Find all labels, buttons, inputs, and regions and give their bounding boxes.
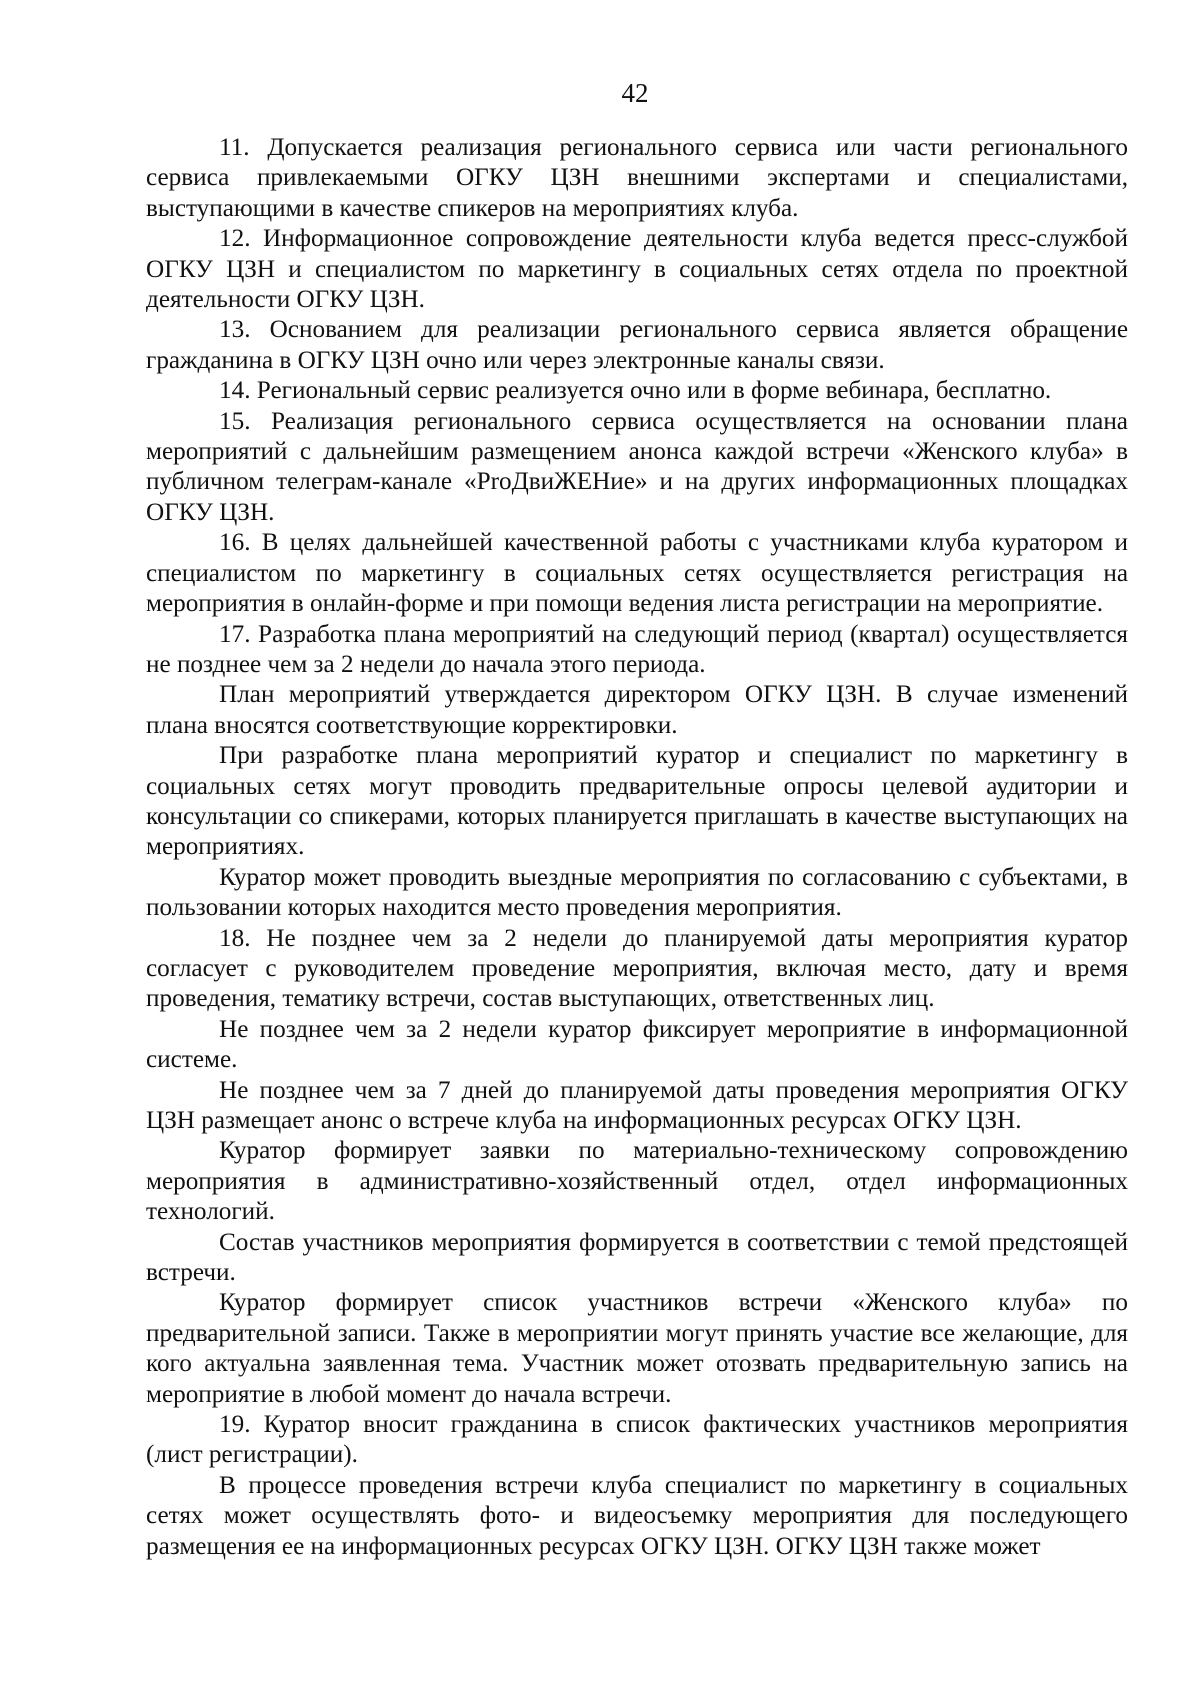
paragraph-16: 16. В целях дальнейшей качественной работы с участниками клуба куратором и специалистом по маркетингу в социальных сетях осуществляется регистрация на мероприятия в онлайн-форме и при помощи ведения листа регистрации на мероприятие.: [146, 529, 1128, 618]
paragraph-18-participants: Состав участников мероприятия формируется в соответствии с темой предстоящей встречи.: [146, 1228, 1128, 1287]
paragraph-17-plan-approval: План мероприятий утверждается директором ОГКУ ЦЗН. В случае изменений плана вносятся соответствующие корректировки.: [146, 681, 1128, 739]
paragraph-15: 15. Реализация регионального сервиса осуществляется на основании плана мероприятий с дальнейшим размещением анонса каждой встречи «Женского клуба» в публичном телеграм-канале «ProДвиЖЕНие» и на других информационных площадках ОГКУ ЦЗН.: [146, 407, 1128, 526]
document-body: [146, 133, 1128, 1562]
paragraph-18-participant-list: Куратор формирует список участников встречи «Женского клуба» по предварительной записи. Также в мероприятии могут принять участие все желающие, для кого актуальна заявленная тема. Участник может отозвать предварительную запись на мероприятие в любой момент до начала встречи.: [146, 1289, 1128, 1408]
paragraph-19: 19. Куратор вносит гражданина в список фактических участников мероприятия (лист регистрации).: [146, 1411, 1128, 1469]
paragraph-19-media: В процессе проведения встречи клуба специалист по маркетингу в социальных сетях может осуществлять фото- и видеосъемку мероприятия для последующего размещения ее на информационных ресурсах ОГКУ ЦЗН. ОГКУ ЦЗН также может: [146, 1471, 1128, 1560]
paragraph-12: 12. Информационное сопровождение деятельности клуба ведется пресс-службой ОГКУ ЦЗН и специалистом по маркетингу в социальных сетях отдела по проектной деятельности ОГКУ ЦЗН.: [146, 225, 1128, 314]
paragraph-14: 14. Региональный сервис реализуется очно или в форме вебинара, бесплатно.: [219, 377, 1052, 405]
paragraph-17: 17. Разработка плана мероприятий на следующий период (квартал) осуществляется не позднее чем за 2 недели до начала этого периода.: [146, 620, 1128, 678]
paragraph-17-plan-development: При разработке плана мероприятий куратор и специалист по маркетингу в социальных сетях могут проводить предварительные опросы целевой аудитории и консультации со спикерами, которых планируется приглашать в качестве выступающих на мероприятиях.: [146, 742, 1128, 861]
paragraph-18-requests: Куратор формирует заявки по материально-техническому сопровождению мероприятия в административно-хозяйственный отдел, отдел информационных технологий.: [146, 1137, 1128, 1226]
paragraph-13: 13. Основанием для реализации регионального сервиса является обращение гражданина в ОГКУ ЦЗН очно или через электронные каналы связи.: [146, 316, 1128, 374]
paragraph-17-offsite-events: Куратор может проводить выездные мероприятия по согласованию с субъектами, в пользовании которых находится место проведения мероприятия.: [146, 863, 1128, 922]
paragraph-18-announcement: Не позднее чем за 7 дней до планируемой даты проведения мероприятия ОГКУ ЦЗН размещает анонс о встрече клуба на информационных ресурсах ОГКУ ЦЗН.: [146, 1076, 1128, 1134]
paragraph-11: 11. Допускается реализация регионального сервиса или части регионального сервиса привлекаемыми ОГКУ ЦЗН внешними экспертами и специалистами, выступающими в качестве спикеров на мероприятиях клуба.: [146, 134, 1128, 222]
paragraph-18-info-system: Не позднее чем за 2 недели куратор фиксирует мероприятие в информационной системе.: [146, 1015, 1128, 1074]
paragraph-18: 18. Не позднее чем за 2 недели до планируемой даты мероприятия куратор согласует с руководителем проведение мероприятия, включая место, дату и время проведения, тематику встречи, состав выступающих, ответственных лиц.: [146, 924, 1128, 1013]
page-number: 42: [621, 78, 649, 108]
